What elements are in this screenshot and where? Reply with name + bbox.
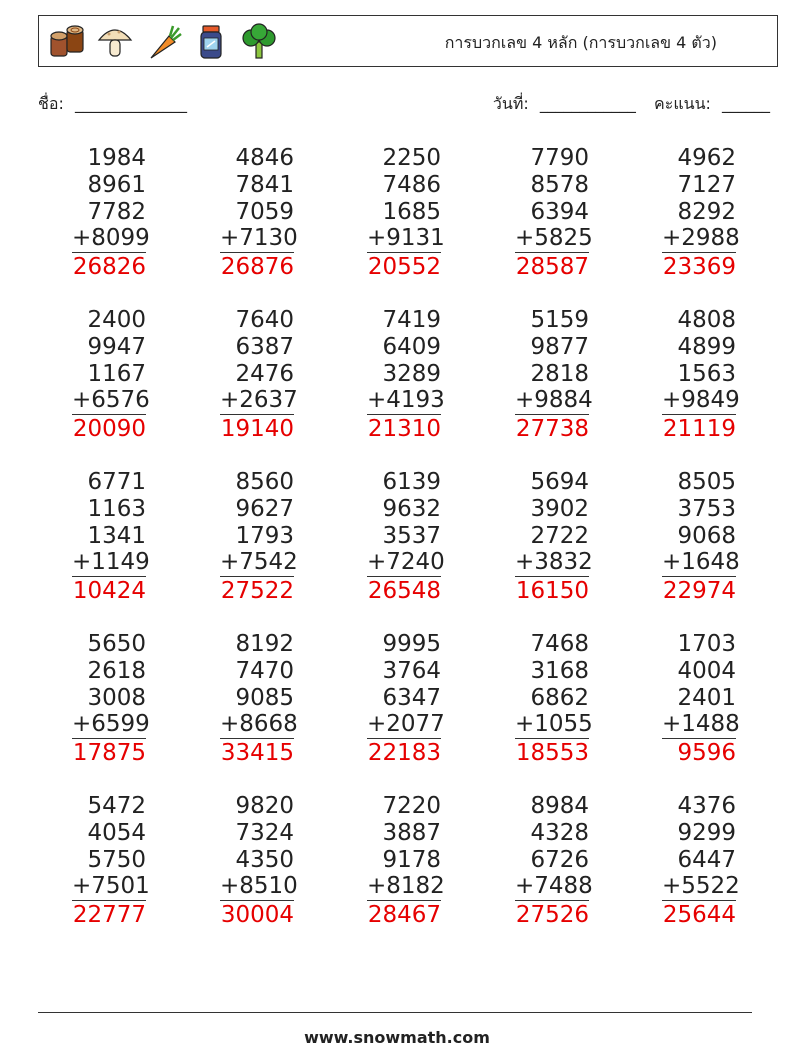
addend: 5750 xyxy=(87,846,146,873)
addend: 4962 xyxy=(677,145,736,171)
problem-row xyxy=(38,307,778,467)
answer: 22974 xyxy=(662,578,736,605)
addend: 6347 xyxy=(382,684,441,711)
addend: 6771 xyxy=(87,469,146,495)
answer: 21310 xyxy=(367,416,441,443)
answer: 26876 xyxy=(220,254,294,281)
addend-last: +1055 xyxy=(515,711,593,738)
problem-row xyxy=(38,469,778,629)
addend-last: +1149 xyxy=(72,549,150,576)
addend-last: +8182 xyxy=(367,873,445,900)
addend: 2618 xyxy=(87,657,146,684)
addend: 5694 xyxy=(530,469,589,495)
icon-strip xyxy=(47,22,279,62)
addend: 1984 xyxy=(87,145,146,171)
addition-problem xyxy=(72,307,150,443)
addition-problem xyxy=(662,145,740,281)
addend-last: +2988 xyxy=(662,225,740,252)
addend: 6394 xyxy=(530,198,589,225)
addend: 3537 xyxy=(382,522,441,549)
addend: 2401 xyxy=(677,684,736,711)
answer: 22777 xyxy=(72,902,146,929)
footer-divider xyxy=(38,1012,752,1013)
date-blank: ____________ xyxy=(539,94,636,113)
answer: 23369 xyxy=(662,254,736,281)
logs-icon xyxy=(47,22,87,62)
addend: 7127 xyxy=(677,171,736,198)
addend: 3902 xyxy=(530,495,589,522)
problem-row xyxy=(38,631,778,791)
addend: 6862 xyxy=(530,684,589,711)
addend: 1793 xyxy=(235,522,294,549)
addend: 8961 xyxy=(87,171,146,198)
addition-problem xyxy=(515,469,593,605)
addend-last: +5522 xyxy=(662,873,740,900)
addend-last: +2077 xyxy=(367,711,445,738)
addend: 7419 xyxy=(382,307,441,333)
addend-last: +7501 xyxy=(72,873,150,900)
addend: 9632 xyxy=(382,495,441,522)
addend-last: +9849 xyxy=(662,387,740,414)
addend: 3289 xyxy=(382,360,441,387)
answer: 17875 xyxy=(72,740,146,767)
addend: 9085 xyxy=(235,684,294,711)
addend: 9068 xyxy=(677,522,736,549)
addend: 5472 xyxy=(87,793,146,819)
addend: 9877 xyxy=(530,333,589,360)
addend-last: +8510 xyxy=(220,873,298,900)
addition-problem xyxy=(220,145,298,281)
addend: 4328 xyxy=(530,819,589,846)
addend: 7790 xyxy=(530,145,589,171)
addend: 9820 xyxy=(235,793,294,819)
score-blank: ______ xyxy=(722,94,770,113)
answer: 21119 xyxy=(662,416,736,443)
addend: 6726 xyxy=(530,846,589,873)
mushroom-icon xyxy=(95,22,135,62)
addend-last: +7542 xyxy=(220,549,298,576)
date-label: วันที่: xyxy=(492,94,529,113)
addend-last: +7240 xyxy=(367,549,445,576)
addend: 5159 xyxy=(530,307,589,333)
addition-problem xyxy=(662,631,740,767)
answer: 26826 xyxy=(72,254,146,281)
addition-problem xyxy=(515,307,593,443)
addend: 1563 xyxy=(677,360,736,387)
answer: 22183 xyxy=(367,740,441,767)
addition-problem xyxy=(515,631,593,767)
addend-last: +8099 xyxy=(72,225,150,252)
addend: 4350 xyxy=(235,846,294,873)
addition-problem xyxy=(515,145,593,281)
answer: 10424 xyxy=(72,578,146,605)
name-field xyxy=(38,92,187,117)
answer: 20090 xyxy=(72,416,146,443)
addend: 6387 xyxy=(235,333,294,360)
addition-problem xyxy=(662,793,740,929)
addend: 4376 xyxy=(677,793,736,819)
addend-last: +9131 xyxy=(367,225,445,252)
name-label: ชื่อ: xyxy=(38,94,64,113)
addend-last: +7130 xyxy=(220,225,298,252)
addend: 1341 xyxy=(87,522,146,549)
addend: 3008 xyxy=(87,684,146,711)
addend: 4004 xyxy=(677,657,736,684)
addend: 7640 xyxy=(235,307,294,333)
addend: 2476 xyxy=(235,360,294,387)
addend: 4054 xyxy=(87,819,146,846)
answer: 25644 xyxy=(662,902,736,929)
addition-problem xyxy=(72,793,150,929)
answer: 26548 xyxy=(367,578,441,605)
addition-problem xyxy=(367,469,445,605)
jar-icon xyxy=(191,22,231,62)
addend: 8560 xyxy=(235,469,294,495)
addend: 8578 xyxy=(530,171,589,198)
addend-last: +4193 xyxy=(367,387,445,414)
addend: 4846 xyxy=(235,145,294,171)
worksheet-header xyxy=(38,15,778,67)
answer: 16150 xyxy=(515,578,589,605)
carrot-icon xyxy=(143,22,183,62)
addend: 9178 xyxy=(382,846,441,873)
addend-last: +3832 xyxy=(515,549,593,576)
answer: 33415 xyxy=(220,740,294,767)
problem-row xyxy=(38,145,778,305)
addition-problem xyxy=(662,307,740,443)
addend-last: +2637 xyxy=(220,387,298,414)
addend: 2250 xyxy=(382,145,441,171)
addend: 1167 xyxy=(87,360,146,387)
addend: 7059 xyxy=(235,198,294,225)
addition-problem xyxy=(367,307,445,443)
answer: 27522 xyxy=(220,578,294,605)
addition-problem xyxy=(515,793,593,929)
addend: 7782 xyxy=(87,198,146,225)
addend-last: +1488 xyxy=(662,711,740,738)
answer: 9596 xyxy=(677,740,736,767)
addend: 8292 xyxy=(677,198,736,225)
problem-row xyxy=(38,793,778,953)
addend-last: +1648 xyxy=(662,549,740,576)
addend: 7470 xyxy=(235,657,294,684)
addend-last: +6576 xyxy=(72,387,150,414)
addend: 7468 xyxy=(530,631,589,657)
answer: 20552 xyxy=(367,254,441,281)
broccoli-icon xyxy=(239,22,279,62)
addend: 8984 xyxy=(530,793,589,819)
answer: 27526 xyxy=(515,902,589,929)
addend: 9947 xyxy=(87,333,146,360)
addend: 2400 xyxy=(87,307,146,333)
addend: 9995 xyxy=(382,631,441,657)
answer: 28587 xyxy=(515,254,589,281)
addend: 9299 xyxy=(677,819,736,846)
footer-site: www.snowmath.com xyxy=(304,1028,490,1047)
addend: 7324 xyxy=(235,819,294,846)
addend: 4899 xyxy=(677,333,736,360)
addend: 9627 xyxy=(235,495,294,522)
addend: 3887 xyxy=(382,819,441,846)
addend-last: +5825 xyxy=(515,225,593,252)
addend: 6409 xyxy=(382,333,441,360)
addend-last: +7488 xyxy=(515,873,593,900)
answer: 28467 xyxy=(367,902,441,929)
answer: 27738 xyxy=(515,416,589,443)
addend: 1163 xyxy=(87,495,146,522)
addend: 5650 xyxy=(87,631,146,657)
addition-problem xyxy=(72,145,150,281)
addend-last: +8668 xyxy=(220,711,298,738)
date-score-fields xyxy=(493,92,770,117)
addend: 3753 xyxy=(677,495,736,522)
addend: 8192 xyxy=(235,631,294,657)
addition-problem xyxy=(220,631,298,767)
addend: 1685 xyxy=(382,198,441,225)
addend: 6447 xyxy=(677,846,736,873)
addition-problem xyxy=(367,631,445,767)
name-blank: ______________ xyxy=(74,94,187,113)
addend: 1703 xyxy=(677,631,736,657)
worksheet-title: การบวกเลข 4 หลัก (การบวกเลข 4 ตัว) xyxy=(444,33,717,52)
addend: 7841 xyxy=(235,171,294,198)
answer: 19140 xyxy=(220,416,294,443)
addend: 7220 xyxy=(382,793,441,819)
addend: 3764 xyxy=(382,657,441,684)
addend: 8505 xyxy=(677,469,736,495)
addition-problem xyxy=(72,631,150,767)
addend: 2722 xyxy=(530,522,589,549)
score-label: คะแนน: xyxy=(654,94,711,113)
addition-problem xyxy=(367,145,445,281)
addend: 4808 xyxy=(677,307,736,333)
addition-problem xyxy=(367,793,445,929)
addend: 6139 xyxy=(382,469,441,495)
addend: 7486 xyxy=(382,171,441,198)
answer: 30004 xyxy=(220,902,294,929)
addition-problem xyxy=(220,469,298,605)
answer: 18553 xyxy=(515,740,589,767)
addend-last: +6599 xyxy=(72,711,150,738)
addition-problem xyxy=(220,307,298,443)
addition-problem xyxy=(662,469,740,605)
addend: 3168 xyxy=(530,657,589,684)
addition-problem xyxy=(220,793,298,929)
addition-problem xyxy=(72,469,150,605)
addend-last: +9884 xyxy=(515,387,593,414)
addend: 2818 xyxy=(530,360,589,387)
